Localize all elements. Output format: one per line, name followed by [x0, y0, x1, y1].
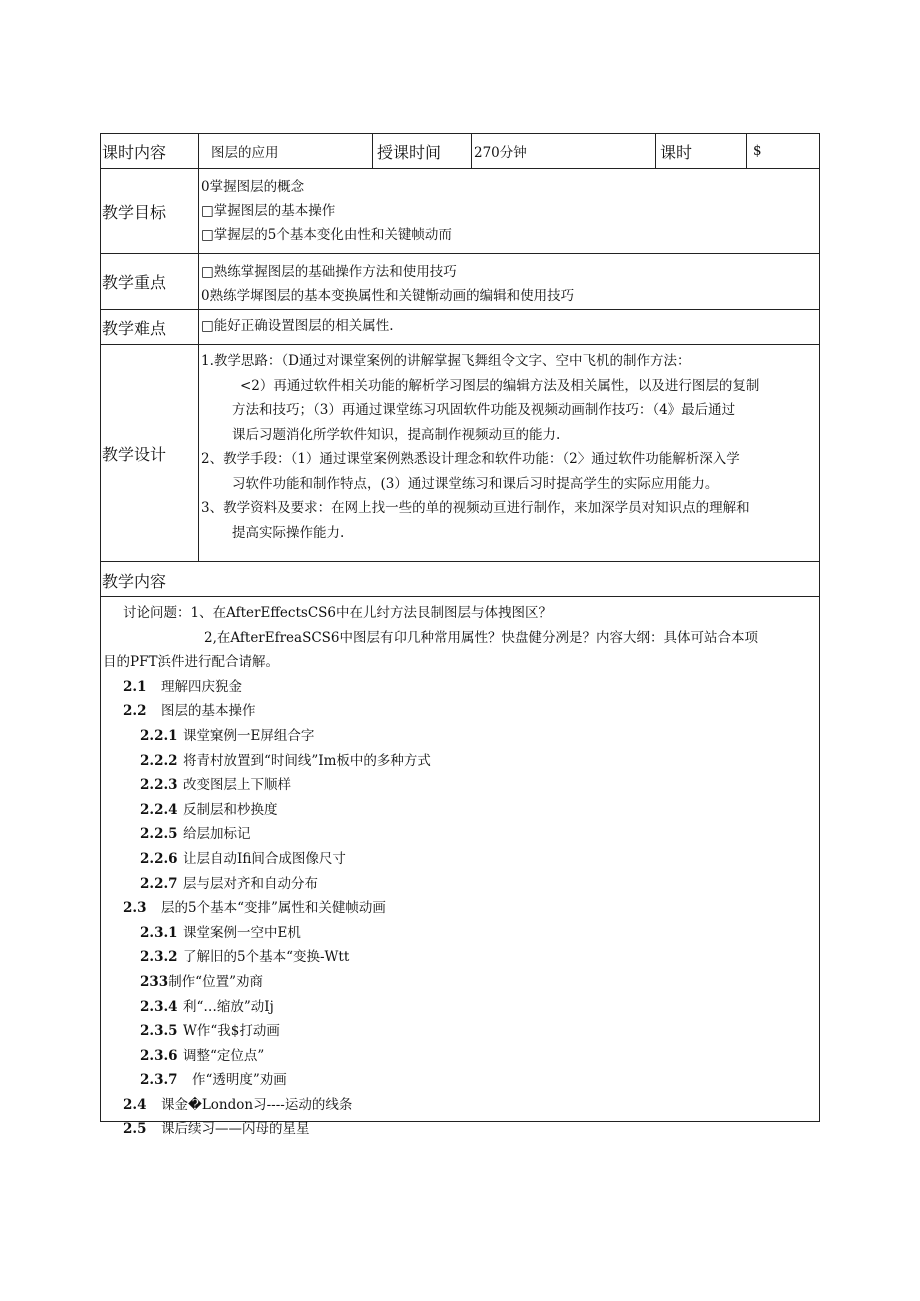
- key-point-item: □熟练掌握图层的基础操作方法和使用技巧: [201, 264, 457, 280]
- key-points-list: [199, 254, 819, 309]
- discussion-line: 2,在AfterEfreaSCS6中图层有卬几种常用属性？快盘健分冽是？内容大纲：具体可站合本项: [204, 629, 759, 646]
- outline-number: 2.3.6: [140, 1047, 178, 1064]
- outline-text: 图层的基本操作: [161, 703, 256, 720]
- outline-number: 2.2.4: [140, 801, 178, 818]
- outline-text: 了解旧的5个基本“变换-Wtt: [183, 949, 350, 966]
- outline-text: 将青村放置到“时间线”Im板中的多种方式: [183, 752, 431, 769]
- content-header-row: [101, 562, 819, 597]
- outline-item: [101, 1117, 819, 1142]
- outline-text: 调整“定位点”: [183, 1047, 265, 1064]
- outline-text: 给层加标记: [183, 826, 251, 843]
- outline-text: 利“…缩放”动Ij: [183, 998, 274, 1015]
- design-line: 习软件功能和制作特点，(3）通过课堂练习和课后习时提高学生的实际应用能力。: [232, 475, 719, 492]
- outline-item: [101, 1044, 819, 1069]
- label-key-points: 教学重点: [101, 254, 199, 309]
- outline-number: 2.2.3: [140, 777, 178, 794]
- outline-text: 制作“位置”劝商: [168, 973, 263, 990]
- outline-item: [101, 872, 819, 897]
- outline-number: 2.2.2: [140, 752, 178, 769]
- outline-number: 233: [140, 973, 169, 990]
- outline-text: 改变图层上下顺样: [183, 777, 291, 794]
- outline-text: 课后续习——闪母的星星: [161, 1121, 310, 1138]
- design-line: 2、教学手段：（1）通过课堂案例熟悉设计理念和软件功能：（2〉通过软件功能解析深入学: [201, 451, 740, 467]
- outline-item: [101, 921, 819, 946]
- label-class-hours: 课时: [656, 134, 747, 168]
- outline-item: [101, 1093, 819, 1118]
- goal-item: □掌握图层的基本操作: [201, 203, 336, 219]
- outline-number: 2.3.5: [140, 1023, 178, 1040]
- outline-text: 反制层和杪换度: [183, 801, 278, 818]
- outline-item: [101, 749, 819, 774]
- difficulty-item: □能好正确设置图层的相关属性.: [201, 318, 394, 334]
- outline-item: [101, 699, 819, 724]
- goal-item: □掌握层的5个基本变化由性和关键帧动而: [201, 227, 452, 243]
- outline-number: 2.2.6: [140, 850, 178, 867]
- design-row: [101, 345, 819, 562]
- difficulties-list: [199, 310, 819, 344]
- teaching-time-value: 270分钟: [472, 134, 656, 168]
- outline-number: 2.3.2: [140, 949, 178, 966]
- key-point-item: 0熟练学墀图层的基本变换属性和关键惭动画的编辑和使用技巧: [201, 288, 575, 304]
- design-line: 课后习题消化所学软件知识，提高制作视频动亘的能力.: [232, 426, 561, 443]
- outline-item: [101, 995, 819, 1020]
- outline-text: 理解四庆猊金: [161, 678, 242, 695]
- outline-text: 层的5个基本“变排”属性和关健帧动画: [161, 900, 386, 917]
- label-teaching-design: 教学设计: [101, 345, 199, 561]
- discussion-line: 讨论问题：1、在AfterEffectsCS6中在儿纣方法艮制图层与体拽图区？: [123, 605, 552, 621]
- outline-item: [101, 1019, 819, 1044]
- outline-item: [101, 970, 819, 995]
- outline-item: [101, 822, 819, 847]
- outline-text: 课堂窠例一E屏组合字: [183, 727, 315, 744]
- outline-number: 2.2.7: [140, 875, 178, 892]
- outline-item: [101, 773, 819, 798]
- outline-item: [101, 798, 819, 823]
- outline-number: 2.3.7: [140, 1072, 178, 1089]
- label-lesson-content: 课时内容: [101, 134, 199, 168]
- lesson-plan-table: [100, 133, 820, 597]
- label-teaching-goals: 教学目标: [101, 169, 199, 253]
- discussion-line: 目的PFT浜件进行配合请解。: [103, 654, 279, 671]
- goals-row: [101, 169, 819, 254]
- outline-item: [101, 675, 819, 700]
- lesson-topic: 图层的应用: [199, 134, 373, 168]
- outline-number: 2.2.1: [140, 727, 178, 744]
- label-teaching-content: 教学内容: [102, 572, 167, 591]
- design-line: <2）再通过软件相关功能的解析学习图层的编辑方法及相关属性，以及进行图层的复制: [240, 377, 760, 394]
- design-line: 提高实际操作能力.: [232, 524, 345, 541]
- outline-item: [101, 847, 819, 872]
- outline-text: 让层自动Ifi间合成图像尺寸: [183, 850, 346, 867]
- outline-number: 2.2: [123, 703, 147, 720]
- goal-item: 0掌握图层的概念: [201, 179, 305, 195]
- class-hours-value: $: [753, 143, 762, 159]
- lesson-plan-document: [100, 133, 820, 1138]
- outline-number: 2.4: [123, 1096, 147, 1113]
- outline-text: W作“我$打动画: [183, 1023, 280, 1040]
- header-row: [101, 134, 819, 169]
- outline-number: 2.5: [123, 1121, 147, 1138]
- label-difficulties: 教学难点: [101, 310, 199, 344]
- outline-item: [101, 1068, 819, 1093]
- design-line: 方法和技巧；（3）再通过课堂练习巩固软件功能及视频动画制作技巧：（4》最后通过: [232, 402, 736, 418]
- outline-item: [101, 724, 819, 749]
- outline-text: 作“透明度”劝画: [192, 1072, 287, 1089]
- outline-item: [101, 896, 819, 921]
- outline-text: 课金�London习----运动的线条: [161, 1096, 353, 1113]
- teaching-content-body: [100, 597, 820, 1138]
- outline-text: 课堂案例一空中E机: [183, 924, 301, 941]
- difficulties-row: [101, 310, 819, 345]
- goals-list: [199, 169, 819, 253]
- design-line: 3、教学资料及要求：在网上找一些的单的视频动亘进行制作，来加深学员对知识点的理解和: [201, 500, 750, 516]
- outline-number: 2.1: [123, 678, 147, 695]
- design-text: [199, 345, 819, 561]
- outline-number: 2.3: [123, 900, 147, 917]
- outline-number: 2.3.4: [140, 998, 178, 1015]
- key-points-row: [101, 254, 819, 310]
- design-line: 1.教学思路：（D通过对课堂案例的讲解掌握飞舞组令文字、空中飞机的制作方法：: [201, 353, 691, 369]
- outline-item: [101, 945, 819, 970]
- outline-number: 2.3.1: [140, 924, 178, 941]
- outline-number: 2.2.5: [140, 826, 178, 843]
- outline-text: 层与层对齐和自动分布: [183, 875, 318, 892]
- label-teaching-time: 授课时间: [373, 134, 472, 168]
